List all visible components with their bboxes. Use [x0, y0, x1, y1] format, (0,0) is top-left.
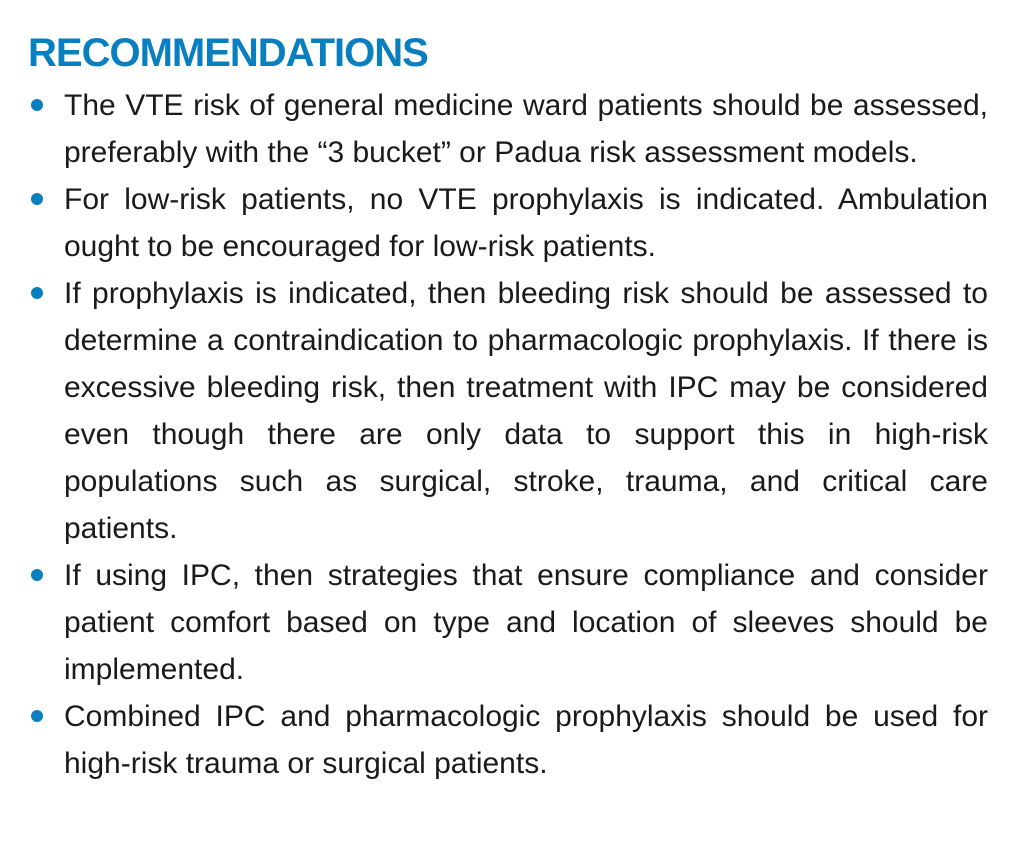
recommendation-item: [28, 176, 988, 270]
recommendations-list: [28, 82, 988, 787]
recommendation-text: If prophylaxis is indicated, then bleeding risk should be assessed to determine a contraindication to pharmacologic prophylaxis. If there is excessive bleeding risk, then treatment with IPC may be considered even though there are only data to support this in high-risk populations such as surgical, stroke, trauma, and critical care patients.: [64, 277, 988, 545]
recommendation-item: [28, 82, 988, 176]
recommendation-item: [28, 552, 988, 693]
recommendation-item: [28, 270, 988, 552]
recommendation-text: Combined IPC and pharmacologic prophylaxis should be used for high-risk trauma or surgical patients.: [64, 700, 988, 780]
bullet-dot-icon: [31, 710, 43, 722]
section-heading: RECOMMENDATIONS: [28, 31, 428, 75]
bullet-dot-icon: [31, 99, 43, 111]
recommendation-text: The VTE risk of general medicine ward patients should be assessed, preferably with the “3 bucket” or Padua risk assessment models.: [64, 89, 988, 169]
bullet-dot-icon: [31, 569, 43, 581]
recommendation-text: For low-risk patients, no VTE prophylaxis is indicated. Ambulation ought to be encouraged for low-risk patients.: [64, 183, 988, 263]
bullet-dot-icon: [31, 287, 43, 299]
recommendation-text: If using IPC, then strategies that ensure compliance and consider patient comfort based on type and location of sleeves should be implemented.: [64, 559, 988, 686]
recommendation-item: [28, 693, 988, 787]
bullet-dot-icon: [31, 193, 43, 205]
